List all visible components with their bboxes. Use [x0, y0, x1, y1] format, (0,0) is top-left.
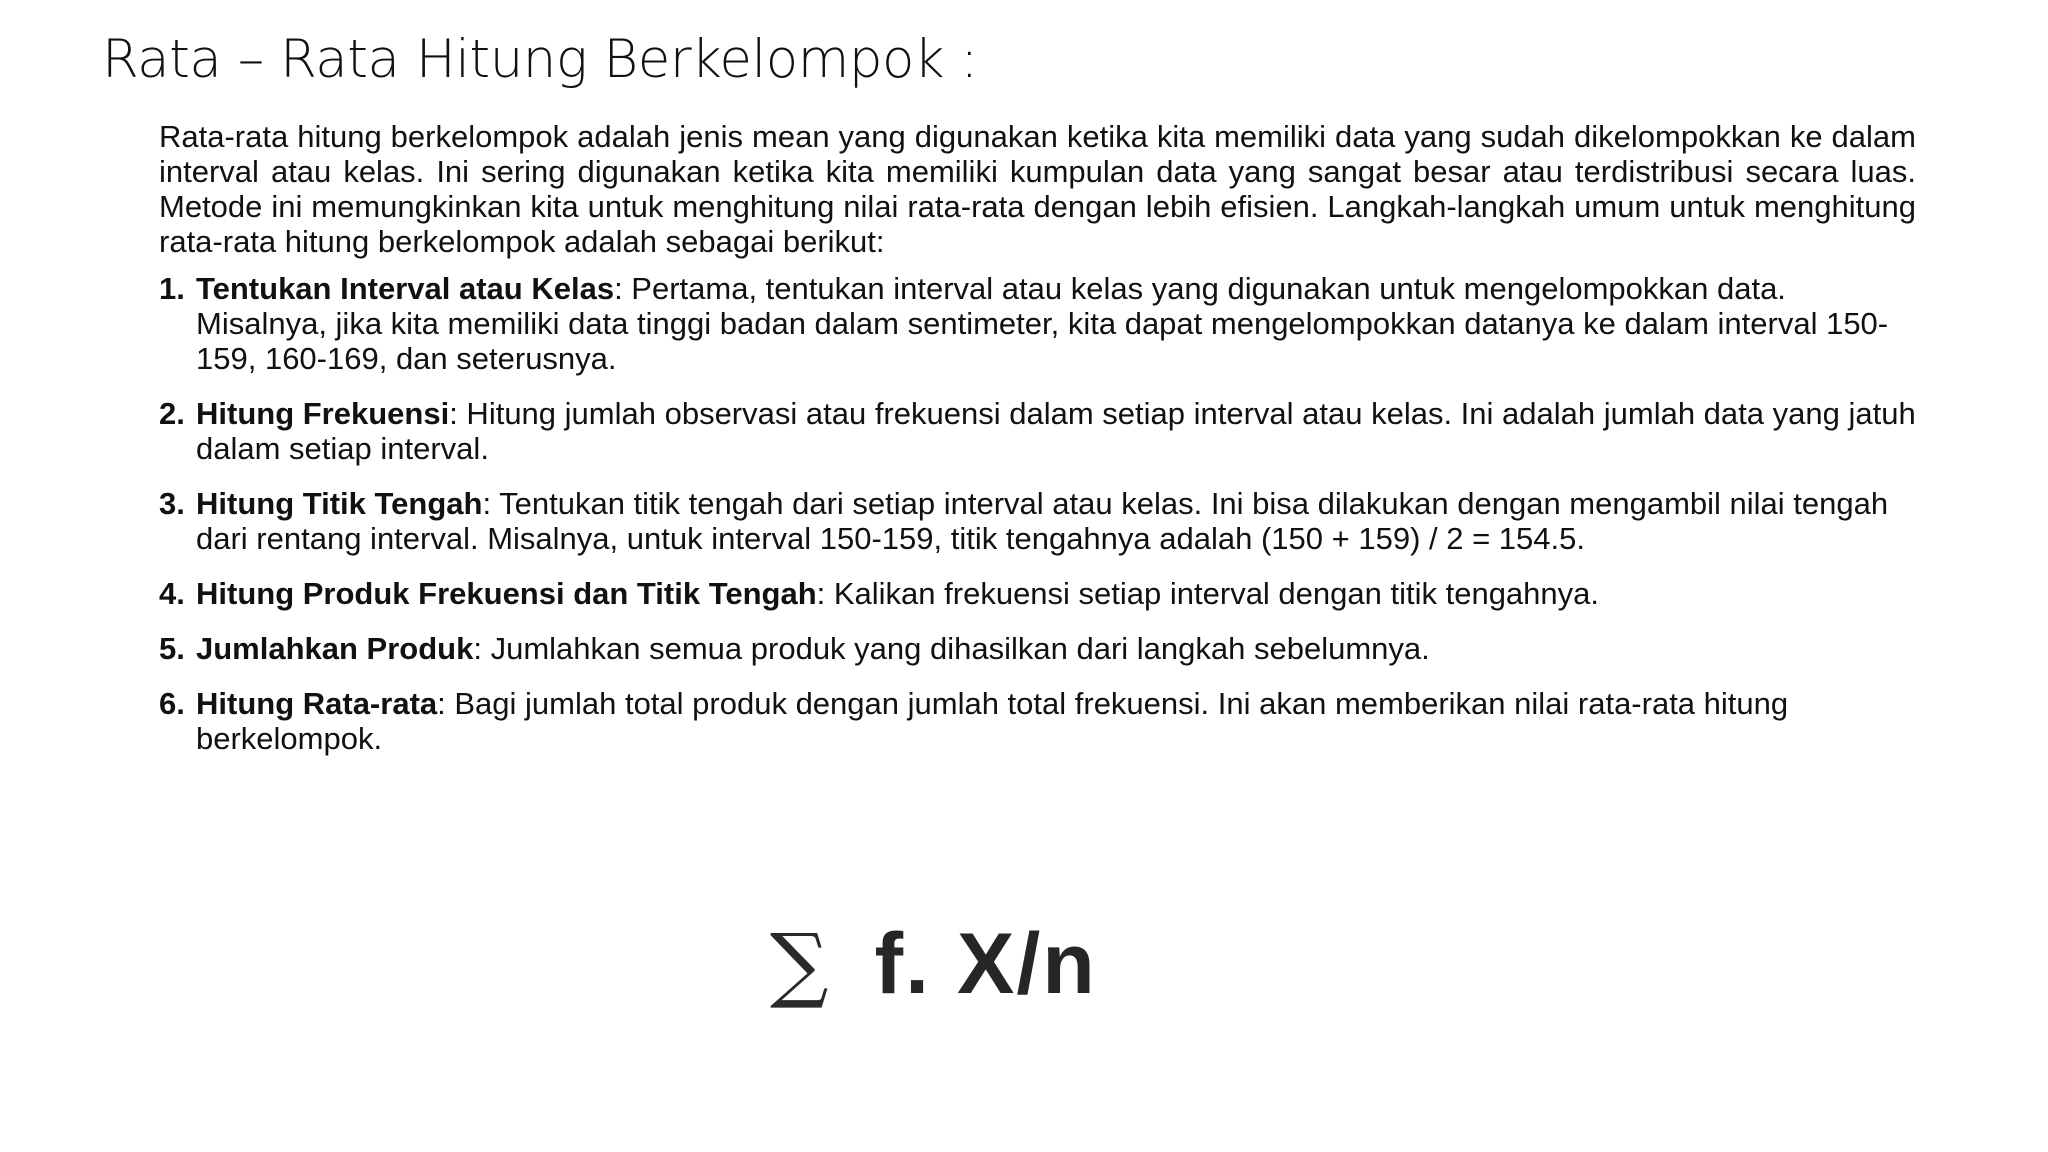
- sigma-symbol: ∑: [770, 917, 829, 1012]
- list-item: [159, 631, 1916, 666]
- list-item: [159, 271, 1916, 376]
- list-item: [159, 486, 1916, 556]
- step-text: : Jumlahkan semua produk yang dihasilkan dari langkah sebelumnya.: [473, 631, 1430, 666]
- formula-image: [770, 915, 1097, 1025]
- step-term: Hitung Produk Frekuensi dan Titik Tengah: [196, 576, 817, 611]
- step-number: 6.: [159, 686, 185, 721]
- step-number: 2.: [159, 396, 185, 431]
- step-text: : Hitung jumlah observasi atau frekuensi dalam setiap interval atau kelas. Ini adalah jumlah data yang jatuh dalam setiap interval.: [196, 396, 1916, 466]
- step-term: Jumlahkan Produk: [196, 631, 474, 666]
- step-text: : Pertama, tentukan interval atau kelas yang digunakan untuk mengelompokkan data. Misalnya, jika kita memiliki data tinggi badan dalam sentimeter, kita dapat mengelompokkan datanya ke dalam interval 150-159, 160-169, dan seterusnya.: [196, 271, 1889, 376]
- step-term: Tentukan Interval atau Kelas: [196, 271, 615, 306]
- list-item: [159, 686, 1916, 756]
- slide-content: [159, 119, 1916, 776]
- step-term: Hitung Frekuensi: [196, 396, 450, 431]
- formula-expression: f. X/n: [874, 916, 1097, 1012]
- step-text: : Bagi jumlah total produk dengan jumlah total frekuensi. Ini akan memberikan nilai rata-rata hitung berkelompok.: [196, 686, 1789, 756]
- list-item: [159, 396, 1916, 466]
- step-number: 4.: [159, 576, 185, 611]
- intro-paragraph: Rata-rata hitung berkelompok adalah jenis mean yang digunakan ketika kita memiliki data yang sudah dikelompokkan ke dalam interval atau kelas. Ini sering digunakan ketika kita memiliki kumpulan data yang sangat besar atau terdistribusi secara luas. Metode ini memungkinkan kita untuk menghitung nilai rata-rata dengan lebih efisien. Langkah-langkah umum untuk menghitung rata-rata hitung berkelompok adalah sebagai berikut:: [159, 119, 1916, 259]
- step-term: Hitung Titik Tengah: [196, 486, 483, 521]
- step-term: Hitung Rata-rata: [196, 686, 438, 721]
- steps-list: [159, 271, 1916, 756]
- step-number: 1.: [159, 271, 185, 306]
- step-text: : Kalikan frekuensi setiap interval dengan titik tengahnya.: [816, 576, 1600, 611]
- list-item: [159, 576, 1916, 611]
- slide-title: Rata – Rata Hitung Berkelompok :: [102, 29, 978, 90]
- step-number: 3.: [159, 486, 185, 521]
- step-number: 5.: [159, 631, 185, 666]
- step-text: : Tentukan titik tengah dari setiap interval atau kelas. Ini bisa dilakukan dengan mengambil nilai tengah dari rentang interval. Misalnya, untuk interval 150-159, titik tengahnya adalah (150 + 159) / 2 = 154.5.: [196, 486, 1889, 556]
